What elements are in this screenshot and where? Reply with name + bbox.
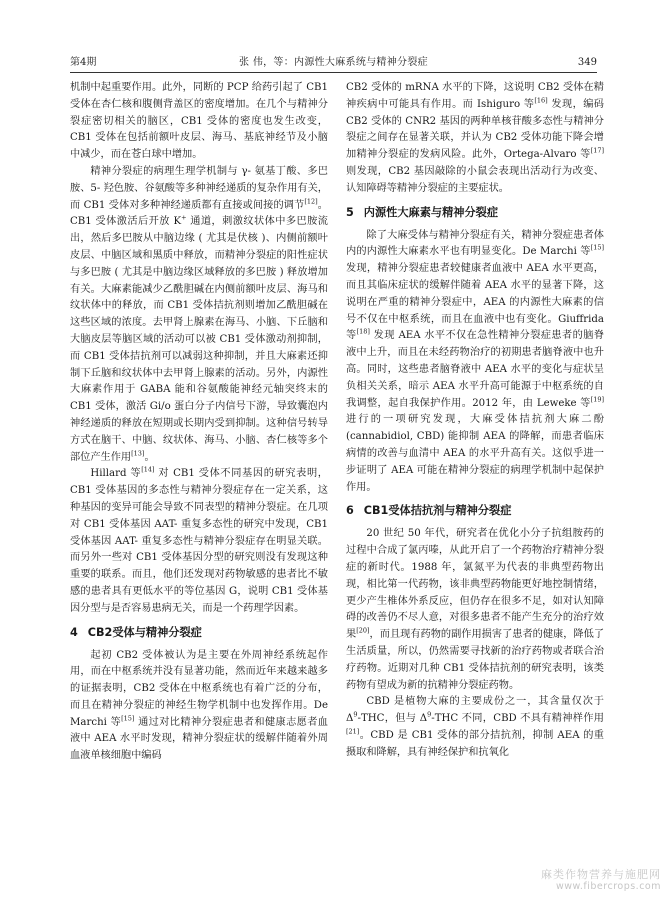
citation: [13] (131, 449, 145, 458)
citation: [14] (141, 465, 155, 474)
watermark-title: 麻类作物营养与施肥网 (541, 868, 661, 881)
section-heading: 5 内源性大麻素与精神分裂症 (346, 205, 499, 219)
section-heading: 6 CB1受体拮抗剂与精神分裂症 (346, 504, 512, 518)
journal-issue: 第4期 (70, 57, 97, 68)
citation: [15] (121, 714, 135, 723)
citation: [12] (304, 197, 318, 206)
citation: [20] (356, 626, 370, 635)
citation: [17] (590, 146, 604, 155)
paragraph: 20 世纪 50 年代，研究者在优化小分子抗组胺药的过程中合成了氯丙嗪，从此开启了一个药物治疗精神分裂症的新时代。1988 年，氯氮平为代表的非典型药物出现，相比第一代药物，该非典型药物能更好地控制情绪，更少产生椎体外系反应，但仍存在很多不足，如对认知障碍的改善仍不尽人意，对很多患者不能产生充分的治疗效果[20]，而且现有药物的副作用损害了患者的健康，降低了生活质量，所以，仍然需要寻找新的治疗药物或者联合治疗药物。近期对几种 CB1 受体拮抗剂的研究表明，该类药物有望成为新的抗精神分裂症药物。 (346, 528, 605, 691)
paragraph: 起初 CB2 受体被认为是主要在外周神经系统起作用，而在中枢系统并没有显著功能，然而近年来越来越多的证据表明，CB2 受体在中枢系统也有着广泛的分布，而且在精神分裂症的神经生物学机制中也发挥作用。De Marchi 等[15] 通过对比精神分裂症患者和健康志愿者血液中 AEA 水平时发现，精神分裂症状的缓解伴随着外周血液单核细胞中编码 (70, 649, 328, 762)
section-heading: 4 CB2受体与精神分裂症 (70, 625, 202, 639)
citation: [19] (590, 395, 604, 404)
right-column (346, 80, 604, 761)
paragraph: Hillard 等[14] 对 CB1 受体不同基因的研究表明，CB1 受体基因的多态性与精神分裂症存在一定关系，这种基因的变异可能会导致不同表型的精神分裂症。在几项对 CB1 受体基因 AAT- 重复多态性的研究中发现，CB1 受体基因 AAT- 重复多态性与精神分裂症存在明显关联。而另外一些对 CB1 受体基因分型的研究则没有发现这种重要的联系。而且，他们还发现对药物敏感的患者比不敏感的患者具有更低水平的等位基因 G，说明 CB1 受体基因分型与是否容易患病无关，而是一个药理学因素。 (70, 465, 328, 614)
left-column (70, 80, 328, 765)
paragraph: 机制中起重要作用。此外，同断的 PCP 给药引起了 CB1 受体在杏仁核和腹侧背盖区的密度增加。在几个与精神分裂症密切相关的脑区，CB1 受体的密度也发生改变，CB1 受体在包括前额叶皮层、海马、基底神经节及小脑中减少，而在苍白球中增加。 (70, 82, 328, 161)
page-number: 349 (577, 57, 597, 68)
header-rule (70, 72, 597, 73)
running-header (70, 55, 597, 71)
citation: [18] (356, 327, 370, 336)
paragraph: 精神分裂症的病理生理学机制与 γ- 氨基丁酸、多巴胺、5- 羟色胺、谷氨酸等多种神经递质的复杂作用有关，而 CB1 受体对多种神经递质都有直接或间接的调节[12]。CB1 受体激活后开放 K+ 通道，刺激纹状体中多巴胺流出，然后多巴胺从中脑边缘 ( 尤其是伏核 )、内侧前额叶皮层、中脑区域和黑质中释放，而精神分裂症的阳性症状与多巴胺 ( 尤其是中脑边缘区域释放的多巴胺 ) 释放增加有关。大麻素能减少乙酰胆碱在内侧前额叶皮层、海马和纹状体中的释放，而 CB1 受体拮抗剂则增加乙酰胆碱在这些区域的浓度。去甲肾上腺素在海马、小脑、下丘脑和大脑皮层等脑区域的活动可以被 CB1 受体激动剂抑制，而 CB1 受体拮抗剂可以减弱这种抑制，并且大麻素还抑制下丘脑和纹状体中去甲肾上腺素的活动。另外，内源性大麻素作用于 GABA 能和谷氨酸能神经元轴突终末的 CB1 受体，激活 Gi/o 蛋白分子内信号下游，导致囊泡内神经递质的释放在短期或长期内受到抑制。这种信号转导方式在脑干、中脑、纹状体、海马、小脑、杏仁核等多个部位产生作用[13]。 (70, 165, 328, 463)
running-title: 张 伟，等：内源性大麻系统与精神分裂症 (239, 57, 428, 68)
citation: [15] (590, 243, 604, 252)
paragraph: CBD 是植物大麻的主要成份之一，其含量仅次于 $\Delta^9$-THC，但与 $\Delta^9$-THC 不同，CBD 不具有精神样作用[21]。CBD 是 CB1 受体的部分拮抗剂，抑制 AEA 的重摄取和降解，具有神经保护和抗氧化 (346, 696, 604, 758)
watermark (541, 869, 661, 893)
paragraph: 除了大麻受体与精神分裂症有关，精神分裂症患者体内的内源性大麻素水平也有明显变化。De Marchi 等[15] 发现，精神分裂症患者较健康者血液中 AEA 水平更高，而且其临床症状的缓解伴随着 AEA 水平的显著下降，这说明在严重的精神分裂症中，AEA 的内源性大麻素的信号不仅在中枢系统，而且在血液中也有变化。Giuffrida 等[18] 发现 AEA 水平不仅在急性精神分裂症患者的脑脊液中上升，而且在未经药物治疗的初期患者脑脊液中也升高。同时，这些患者脑脊液中 AEA 水平的变化与症状呈负相关关系，暗示 AEA 水平升高可能源于中枢系统的自我调整，起自我保护作用。2012 年，由 Leweke 等[19] 进行的一项研究发现，大麻受体拮抗剂大麻二酚 (cannabidiol, CBD) 能抑制 AEA 的降解，而患者临床病情的改善与血清中 AEA 的水平升高有关。这似乎进一步证明了 AEA 可能在精神分裂症的病理学机制中起保护作用。 (346, 229, 605, 493)
watermark-url: www.fibercrops.com (555, 881, 661, 892)
citation: [16] (534, 96, 548, 105)
paragraph: CB2 受体的 mRNA 水平的下降，这说明 CB2 受体在精神疾病中可能具有作用。而 Ishiguro 等[16] 发现，编码 CB2 受体的 CNR2 基因的两种单核苷酸多态性与精神分裂症之间存在显著关联，并认为 CB2 受体功能下降会增加精神分裂症的发病风险。此外，Ortega-Alvaro 等[17] 则发现，CB2 基因敲除的小鼠会表现出活动行为改变、认知障碍等精神分裂症的主要症状。 (346, 82, 604, 194)
citation: [21] (346, 727, 360, 736)
